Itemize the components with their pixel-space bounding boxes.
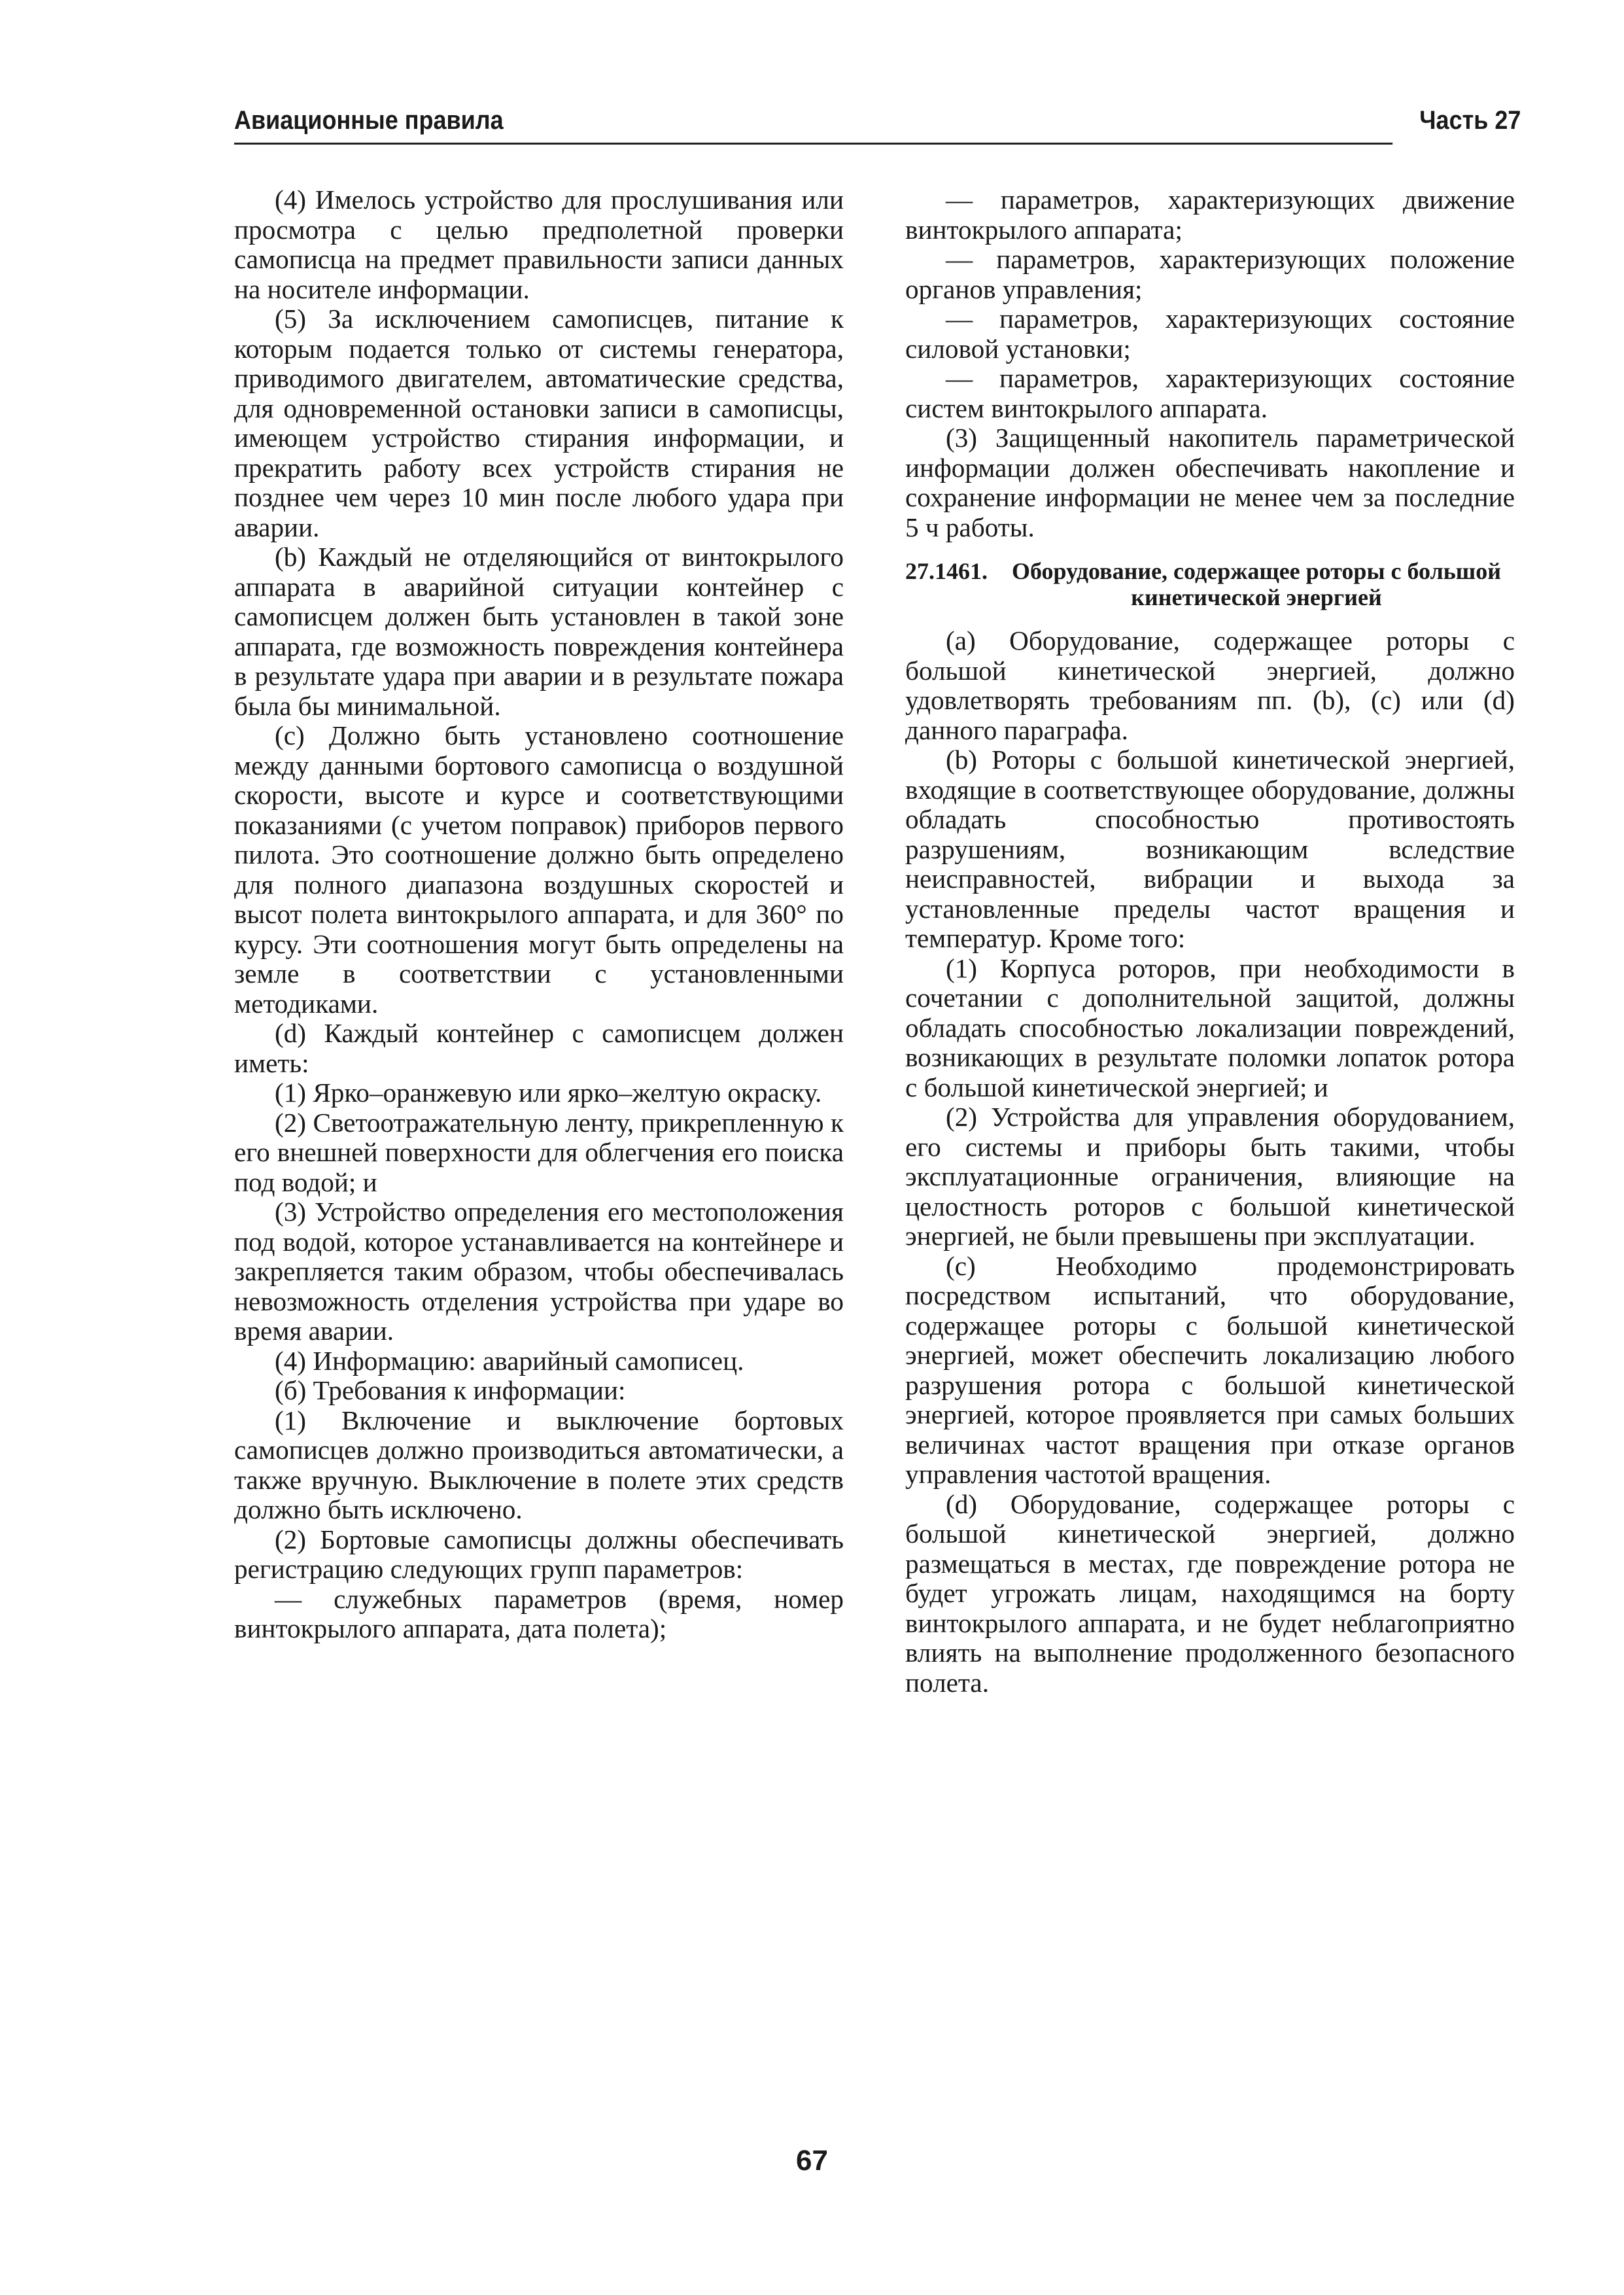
paragraph: (1) Ярко–оранжевую или ярко–желтую окраску.	[275, 1077, 822, 1108]
paragraph: — параметров, характеризующих состояние систем винтокрылого аппарата.	[905, 363, 1515, 423]
paragraph: (3) Защищенный накопитель параметрической информации должен обеспечивать накопление и сохранение информации не менее чем за последние 5 ч работы.	[905, 423, 1515, 542]
paragraph: (c) Необходимо продемонстрировать посредством испытаний, что оборудование, содержащее роторы с большой кинетической энергией, может обеспечить локализацию любого разрушения ротора с большой кинетической энергией, которое проявляется при самых больших величинах частот вращения при отказе органов управления частотой вращения.	[905, 1250, 1515, 1489]
paragraph: (4) Имелось устройство для прослушивания или просмотра с целью предполетной проверки самописца на предмет правильности записи данных на носителе информации.	[234, 184, 844, 304]
paragraph: — параметров, характеризующих состояние силовой установки;	[905, 304, 1515, 364]
paragraph: (б) Требования к информации:	[275, 1375, 626, 1405]
paragraph: (b) Каждый не отделяющийся от винтокрылого аппарата в аварийной ситуации контейнер с самописцем должен быть установлен в такой зоне аппарата, где возможность повреждения контейнера в результате удара при аварии и в результате пожара была бы минимальной.	[234, 542, 844, 721]
page-number: 67	[796, 2145, 828, 2177]
paragraph: (3) Устройство определения его местоположения под водой, которое устанавливается на контейнере и закрепляется таким образом, чтобы обеспечивалась невозможность отделения устройства при ударе во время аварии.	[234, 1197, 844, 1346]
paragraph: (d) Оборудование, содержащее роторы с большой кинетической энергией, должно размещаться в местах, где повреждение ротора не будет угрожать лицам, находящимся на борту винтокрылого аппарата, и не будет неблагоприятно влиять на выполнение продолженного безопасного полета.	[905, 1488, 1515, 1698]
paragraph: (1) Включение и выключение бортовых самописцев должно производиться автоматически, а также вручную. Выключение в полете этих средств должно быть исключено.	[234, 1405, 844, 1524]
running-header	[234, 98, 1521, 145]
header-document-title: Авиационные правила	[234, 106, 504, 135]
paragraph: — служебных параметров (время, номер винтокрылого аппарата, дата полета);	[234, 1583, 844, 1643]
paragraph: (1) Корпуса роторов, при необходимости в сочетании с дополнительной защитой, должны обладать способностью локализации повреждений, возникающих в результате поломки лопаток ротора с большой кинетической энергией; и	[905, 953, 1515, 1102]
paragraph: (c) Должно быть установлено соотношение между данными бортового самописца о воздушной скорости, высоте и курсе и соответствующими показаниями (с учетом поправок) приборов первого пилота. Это соотношение должно быть определено для полного диапазона воздушных скоростей и высот полета винтокрылого аппарата, и для 360° по курсу. Эти соотношения могут быть определены на земле в соответствии с установленными методиками.	[234, 720, 844, 1019]
paragraph: (2) Бортовые самописцы должны обеспечивать регистрацию следующих групп параметров:	[234, 1524, 844, 1584]
paragraph: (2) Устройства для управления оборудованием, его системы и приборы быть такими, чтобы эксплуатационные ограничения, влияющие на целостность роторов с большой кинетической энергией, не были превышены при эксплуатации.	[905, 1102, 1515, 1251]
section-heading	[905, 558, 1515, 610]
paragraph: (5) За исключением самописцев, питание к которым подается только от системы генератора, приводимого двигателем, автоматические средства, для одновременной остановки записи в самописцы, имеющем устройство стирания информации, и прекратить работу всех устройств стирания не позднее чем через 10 мин после любого удара при аварии.	[234, 304, 844, 542]
section-number: 27.1461.	[905, 558, 988, 584]
left-column	[234, 185, 844, 1644]
paragraph: (a) Оборудование, содержащее роторы с большой кинетической энергией, должно удовлетворять требованиям пп. (b), (c) или (d) данного параграфа.	[905, 625, 1515, 745]
paragraph: (2) Светоотражательную ленту, прикрепленную к его внешней поверхности для облегчения его поиска под водой; и	[234, 1107, 844, 1197]
paragraph: (4) Информацию: аварийный самописец.	[275, 1345, 744, 1376]
header-part-title: Часть 27	[1419, 106, 1521, 135]
right-column	[905, 185, 1515, 1698]
paragraph: — параметров, характеризующих движение винтокрылого аппарата;	[905, 184, 1515, 245]
paragraph: (d) Каждый контейнер с самописцем должен иметь:	[234, 1018, 844, 1078]
section-title: Оборудование, содержащее роторы с большой кинетической энергией	[1012, 558, 1501, 610]
paragraph: — параметров, характеризующих положение органов управления;	[905, 244, 1515, 304]
paragraph: (b) Роторы с большой кинетической энергией, входящие в соответствующее оборудование, должны обладать способностью противостоять разрушениям, возникающим вследствие неисправностей, вибрации и выхода за установленные пределы частот вращения и температур. Кроме того:	[905, 745, 1515, 953]
